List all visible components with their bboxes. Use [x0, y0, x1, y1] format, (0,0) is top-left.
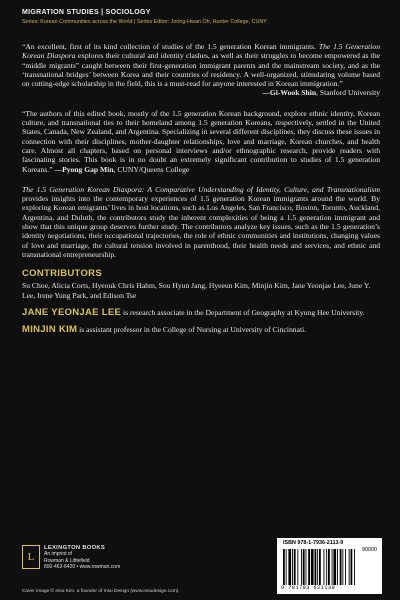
- endorsement-attribution: —Gi-Wook Shin, Stanford University: [262, 88, 380, 98]
- barcode-bar: [328, 549, 330, 585]
- book-title-inline: The 1.5 Generation Korean Diaspora: [22, 42, 380, 61]
- barcode-bar: [326, 549, 327, 585]
- main-content: [22, 42, 380, 334]
- barcode-digits: 9 781793 621139: [281, 585, 336, 591]
- barcode-bar: [345, 549, 346, 585]
- barcode-bar: [315, 549, 317, 585]
- barcode-bar: [306, 549, 307, 585]
- series-info: Series: Korean Communities across the World | Series Editor: Joong-Hwan Oh, Hunter College, CUNY: [22, 19, 267, 25]
- barcode-bar: [333, 549, 336, 585]
- price-code: 90000: [362, 547, 377, 553]
- barcode-bar: [324, 549, 325, 585]
- imprint-parent: Rowman & Littlefield: [44, 557, 90, 564]
- contributors-list: Su Choe, Alicia Corts, Hyeouk Chris Hahm, Sou Hyun Jang, Hyeeun Kim, Minjin Kim, Jane Yeonjae Lee, June Y. Lee, Irene Yung Park, and Edison Tse: [22, 281, 371, 300]
- barcode-bar: [292, 549, 293, 585]
- endorsement-text: “The authors of this edited book, mostly of the 1.5 generation Korean background, explore ethnic identity, Korean culture, and transnational ties to their homeland among 1.5 generation Koreans, respectively, settled in the United States, Canada, New Zealand, and Argentina. Specializing in several different disciplines, they discuss these issues in connection with their disciplines, mother-daughter relationships, love and marriage, Korean churches, and health care. Almost all chapters, based on personal interviews and/or ethnographic research, provide readers with fascinating stories. This book is in no doubt an extremely significant contribution to studies of 1.5 generation Koreans.” —Pyong Gap Min, CUNY/Queens College: [22, 108, 380, 174]
- editor-bio-1: JANE YEONJAE LEE is research associate in the Department of Geography at Kyung Hee University.: [22, 306, 365, 318]
- editor-name: JANE YEONJAE LEE: [22, 306, 122, 318]
- barcode-bar: [340, 549, 342, 585]
- barcode-bar: [351, 549, 353, 585]
- barcode-bar: [349, 549, 350, 585]
- publisher-name: LEXINGTON BOOKS: [44, 545, 106, 551]
- isbn-label: ISBN 978-1-7936-2113-9: [283, 540, 344, 546]
- editor-name: MINJIN KIM: [22, 324, 78, 336]
- endorsement-text: “An excellent, first of its kind collection of studies of the 1.5 generation Korean immigrants. The 1.5 Generation Korean Diaspora explores their cultural and identity clashes, as well as their struggles to become empowered as the “middle migrants” caught between their first-generation immigrant parents and the mainstream society, and as the ‘transnational bridges’ between Korea and their countries of residency. A well-organized, stimulating volume based on cutting-edge scholarship in the field, this is a must-read for anyone interested in Korean immigration.”: [22, 42, 380, 89]
- barcode-bar: [342, 549, 343, 585]
- publisher-logo-icon: L: [22, 545, 40, 569]
- header-band: [22, 9, 380, 25]
- barcode-bar: [308, 549, 310, 585]
- barcode-bar: [311, 549, 314, 585]
- barcode-box: [277, 538, 382, 594]
- barcode-bar: [332, 549, 333, 585]
- barcode-bar: [283, 549, 285, 585]
- barcode-icon: [283, 549, 376, 585]
- endorsement-1: [22, 42, 380, 98]
- barcode-bar: [319, 549, 321, 585]
- barcode-bar: [303, 549, 305, 585]
- book-full-title: The 1.5 Generation Korean Diaspora: A Comparative Understanding of Identity, Culture, and Transnationalism: [22, 184, 380, 194]
- book-description: The 1.5 Generation Korean Diaspora: A Comparative Understanding of Identity, Culture, and Transnationalism provides insights into the contemporary experiences of 1.5 generation Korean immigrants around the world. By exploring Korean emigrants’ lives in host locations, such as Los Angeles, San Francisco, Boston, Toronto, Auckland, Argentina, and Duluth, the contributors study the inherent complexities of being a 1.5 generation immigrant and show that this unique group deserves further study. The contributors analyze key issues, such as the 1.5 generation’s identity negotiations, their occupational trajectories, the role of ethnic communities and institutions, changing values of love and marriage, the cultural tension involved in parenthood, their health needs and services, and ethnic and transnational entrepreneurship.: [22, 184, 380, 259]
- subject-categories: MIGRATION STUDIES | SOCIOLOGY: [22, 9, 151, 16]
- barcode-bar: [286, 549, 287, 585]
- contributors-heading: CONTRIBUTORS: [22, 268, 102, 280]
- barcode-bar: [354, 549, 355, 585]
- publisher-contact: 800-462-6420 • www.rowman.com: [44, 563, 121, 570]
- publisher-block: [22, 545, 120, 570]
- barcode-bar: [337, 549, 338, 585]
- editor-bio-2: MINJIN KIM is assistant professor in the College of Nursing at University of Cincinnati.: [22, 324, 307, 336]
- endorsement-2: [22, 109, 380, 174]
- barcode-bar: [317, 549, 318, 585]
- barcode-bar: [301, 549, 302, 585]
- barcode-bar: [288, 549, 291, 585]
- barcode-bar: [294, 549, 296, 585]
- cover-credit: Cover image © Insu Kim, a founder of Insu Design (www.insudesign.com).: [22, 589, 180, 594]
- barcode-bar: [297, 549, 298, 585]
- imprint-line: An imprint of: [44, 551, 73, 558]
